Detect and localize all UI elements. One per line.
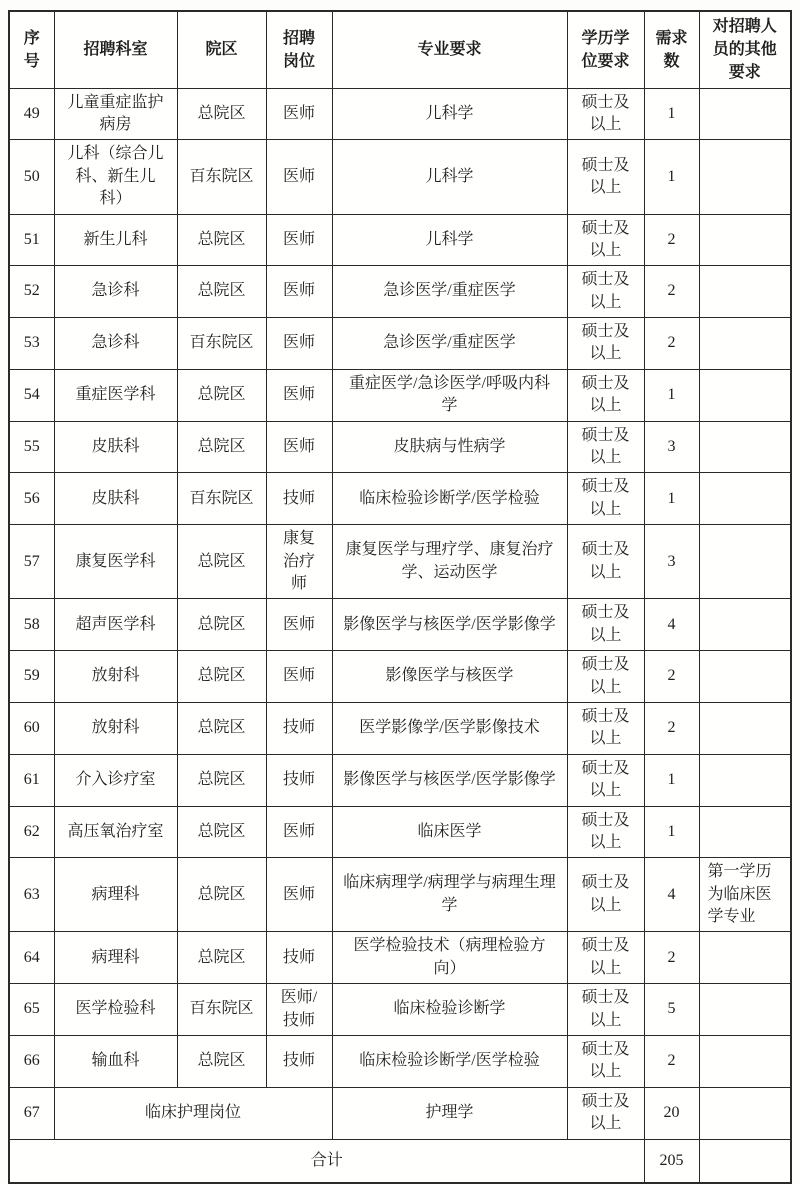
cell-campus: 总院区 [177,1036,266,1088]
cell-degree: 硕士及以上 [567,806,644,858]
cell-major: 影像医学与核医学/医学影像学 [332,754,567,806]
cell-no: 58 [9,599,54,651]
cell-degree: 硕士及以上 [567,651,644,703]
cell-count: 1 [644,754,699,806]
header-department: 招聘科室 [54,11,177,88]
table-row [9,214,791,266]
cell-position: 技师 [266,1036,332,1088]
cell-degree: 硕士及以上 [567,421,644,473]
table-row [9,473,791,525]
cell-campus: 总院区 [177,525,266,599]
header-row [9,11,791,88]
header-degree-requirement: 学历学位要求 [567,11,644,88]
cell-position: 医师 [266,421,332,473]
cell-dept: 皮肤科 [54,473,177,525]
cell-degree: 硕士及以上 [567,88,644,140]
cell-major: 医学影像学/医学影像技术 [332,702,567,754]
cell-count: 3 [644,525,699,599]
cell-count: 2 [644,932,699,984]
table-row [9,88,791,140]
cell-degree: 硕士及以上 [567,754,644,806]
cell-no: 54 [9,369,54,421]
cell-other [699,1087,791,1139]
cell-no: 53 [9,318,54,370]
cell-other [699,318,791,370]
cell-dept: 新生儿科 [54,214,177,266]
cell-major: 临床检验诊断学/医学检验 [332,473,567,525]
cell-campus: 百东院区 [177,140,266,214]
cell-position: 医师 [266,599,332,651]
cell-dept: 医学检验科 [54,984,177,1036]
cell-degree: 硕士及以上 [567,1087,644,1139]
cell-campus: 总院区 [177,599,266,651]
cell-position: 医师 [266,806,332,858]
cell-major: 影像医学与核医学/医学影像学 [332,599,567,651]
table-row [9,140,791,214]
cell-other [699,88,791,140]
cell-major: 儿科学 [332,88,567,140]
cell-degree: 硕士及以上 [567,702,644,754]
cell-count: 1 [644,88,699,140]
cell-position: 康复治疗师 [266,525,332,599]
cell-major: 儿科学 [332,140,567,214]
cell-dept: 病理科 [54,858,177,932]
cell-dept: 康复医学科 [54,525,177,599]
cell-no: 49 [9,88,54,140]
cell-no: 65 [9,984,54,1036]
table-row [9,369,791,421]
cell-count: 2 [644,318,699,370]
cell-campus: 总院区 [177,858,266,932]
cell-no: 61 [9,754,54,806]
cell-count: 2 [644,214,699,266]
cell-major: 重症医学/急诊医学/呼吸内科学 [332,369,567,421]
cell-campus: 总院区 [177,214,266,266]
cell-degree: 硕士及以上 [567,599,644,651]
cell-major: 儿科学 [332,214,567,266]
cell-other [699,651,791,703]
cell-major: 急诊医学/重症医学 [332,318,567,370]
cell-campus: 总院区 [177,421,266,473]
cell-degree: 硕士及以上 [567,369,644,421]
cell-campus: 总院区 [177,932,266,984]
cell-count: 2 [644,266,699,318]
cell-no: 60 [9,702,54,754]
cell-count: 2 [644,651,699,703]
cell-campus: 百东院区 [177,984,266,1036]
header-campus: 院区 [177,11,266,88]
cell-total-label: 合计 [9,1139,644,1183]
cell-campus: 总院区 [177,88,266,140]
cell-other [699,140,791,214]
cell-dept: 儿童重症监护病房 [54,88,177,140]
cell-no: 52 [9,266,54,318]
table-row [9,806,791,858]
table-row [9,599,791,651]
header-serial-no: 序号 [9,11,54,88]
cell-no: 62 [9,806,54,858]
cell-other [699,754,791,806]
cell-position: 医师 [266,214,332,266]
cell-no: 57 [9,525,54,599]
cell-degree: 硕士及以上 [567,525,644,599]
table-row [9,984,791,1036]
cell-count: 20 [644,1087,699,1139]
cell-major: 临床医学 [332,806,567,858]
cell-count: 1 [644,369,699,421]
table-row-nursing [9,1087,791,1139]
cell-major: 康复医学与理疗学、康复治疗学、运动医学 [332,525,567,599]
cell-count: 1 [644,473,699,525]
table-row [9,932,791,984]
table-row [9,858,791,932]
cell-campus: 总院区 [177,369,266,421]
cell-campus: 总院区 [177,266,266,318]
cell-degree: 硕士及以上 [567,266,644,318]
recruitment-table [8,10,792,1184]
cell-count: 1 [644,140,699,214]
header-other-requirements: 对招聘人员的其他要求 [699,11,791,88]
cell-position: 技师 [266,702,332,754]
cell-count: 2 [644,702,699,754]
cell-other [699,369,791,421]
table-row [9,266,791,318]
cell-major: 影像医学与核医学 [332,651,567,703]
cell-count: 4 [644,858,699,932]
cell-count: 2 [644,1036,699,1088]
cell-degree: 硕士及以上 [567,140,644,214]
cell-other [699,1036,791,1088]
table-row [9,318,791,370]
cell-no: 59 [9,651,54,703]
cell-dept: 急诊科 [54,266,177,318]
cell-campus: 百东院区 [177,473,266,525]
cell-major: 临床检验诊断学 [332,984,567,1036]
cell-other [699,984,791,1036]
cell-major: 医学检验技术（病理检验方向） [332,932,567,984]
cell-total-other [699,1139,791,1183]
cell-other [699,421,791,473]
header-position: 招聘岗位 [266,11,332,88]
cell-other [699,473,791,525]
cell-dept: 皮肤科 [54,421,177,473]
cell-campus: 总院区 [177,754,266,806]
cell-major: 临床病理学/病理学与病理生理学 [332,858,567,932]
cell-dept: 病理科 [54,932,177,984]
table-row [9,1036,791,1088]
cell-position: 技师 [266,473,332,525]
cell-no: 55 [9,421,54,473]
cell-merged-nursing-label: 临床护理岗位 [54,1087,332,1139]
cell-count: 5 [644,984,699,1036]
cell-position: 医师 [266,318,332,370]
table-row [9,702,791,754]
cell-dept: 放射科 [54,651,177,703]
cell-no: 50 [9,140,54,214]
cell-degree: 硕士及以上 [567,858,644,932]
cell-other [699,932,791,984]
cell-no: 64 [9,932,54,984]
cell-position: 医师/技师 [266,984,332,1036]
cell-campus: 总院区 [177,651,266,703]
cell-other: 第一学历为临床医学专业 [699,858,791,932]
header-count-needed: 需求数 [644,11,699,88]
cell-other [699,702,791,754]
cell-count: 1 [644,806,699,858]
cell-serial-no: 67 [9,1087,54,1139]
cell-degree: 硕士及以上 [567,984,644,1036]
cell-campus: 百东院区 [177,318,266,370]
cell-degree: 硕士及以上 [567,318,644,370]
cell-total-count: 205 [644,1139,699,1183]
cell-dept: 放射科 [54,702,177,754]
cell-dept: 急诊科 [54,318,177,370]
cell-position: 医师 [266,651,332,703]
cell-dept: 输血科 [54,1036,177,1088]
cell-position: 医师 [266,858,332,932]
cell-count: 3 [644,421,699,473]
table-row [9,421,791,473]
cell-other [699,525,791,599]
cell-other [699,806,791,858]
cell-campus: 总院区 [177,806,266,858]
cell-position: 医师 [266,266,332,318]
cell-no: 56 [9,473,54,525]
cell-other [699,214,791,266]
cell-no: 66 [9,1036,54,1088]
cell-degree: 硕士及以上 [567,473,644,525]
cell-position: 技师 [266,754,332,806]
table-row [9,754,791,806]
table-row [9,525,791,599]
cell-position: 技师 [266,932,332,984]
cell-campus: 总院区 [177,702,266,754]
cell-dept: 儿科（综合儿科、新生儿科） [54,140,177,214]
cell-dept: 重症医学科 [54,369,177,421]
cell-position: 医师 [266,369,332,421]
cell-other [699,599,791,651]
cell-degree: 硕士及以上 [567,1036,644,1088]
cell-dept: 超声医学科 [54,599,177,651]
cell-dept: 高压氧治疗室 [54,806,177,858]
table-row-total [9,1139,791,1183]
cell-degree: 硕士及以上 [567,214,644,266]
cell-degree: 硕士及以上 [567,932,644,984]
cell-major: 急诊医学/重症医学 [332,266,567,318]
cell-other [699,266,791,318]
cell-dept: 介入诊疗室 [54,754,177,806]
cell-count: 4 [644,599,699,651]
cell-no: 63 [9,858,54,932]
header-major-requirement: 专业要求 [332,11,567,88]
cell-no: 51 [9,214,54,266]
table-row [9,651,791,703]
cell-position: 医师 [266,140,332,214]
cell-major: 护理学 [332,1087,567,1139]
cell-position: 医师 [266,88,332,140]
cell-major: 皮肤病与性病学 [332,421,567,473]
cell-major: 临床检验诊断学/医学检验 [332,1036,567,1088]
